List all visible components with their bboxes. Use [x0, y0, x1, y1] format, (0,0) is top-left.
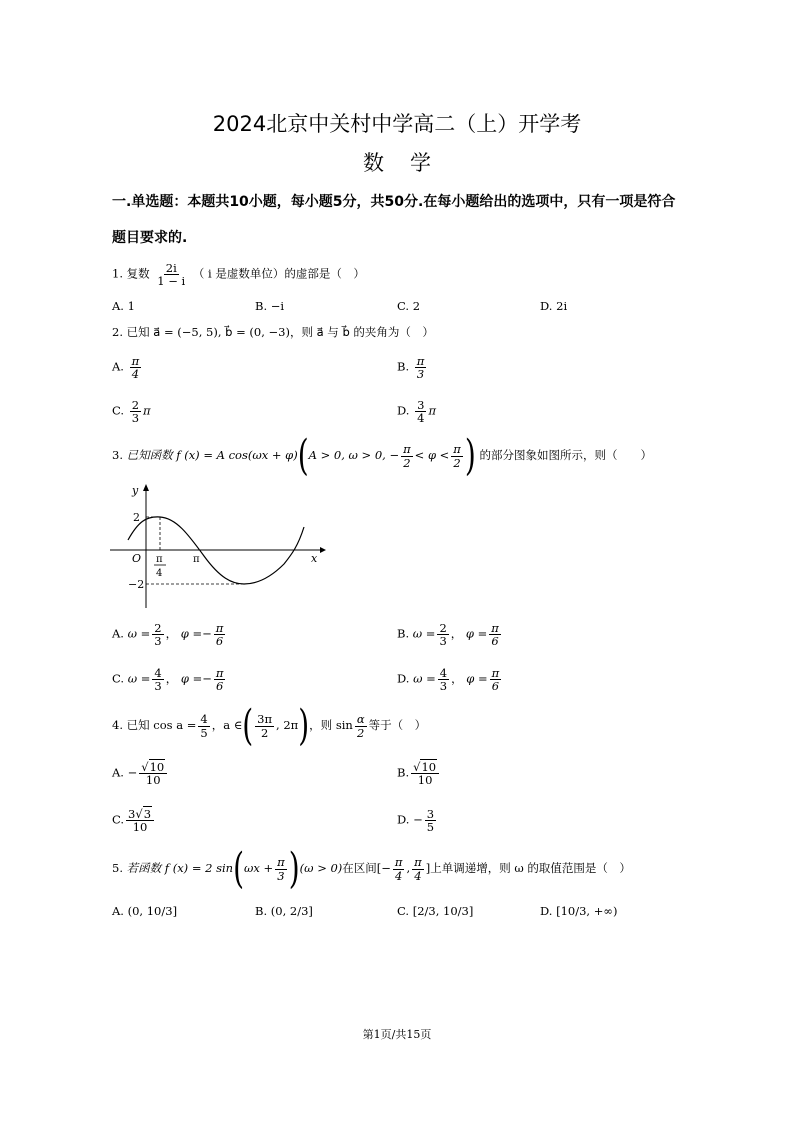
- option-d[interactable]: D. 2i: [540, 299, 568, 313]
- numerator: π: [403, 442, 411, 457]
- sign: −: [202, 626, 212, 641]
- left-paren: (: [297, 430, 309, 480]
- option-b[interactable]: B. ω = $\frac{2}{3}$ ， φ = $\frac{\pi}{6}$: [397, 621, 499, 649]
- denominator: 3: [416, 367, 425, 382]
- option-a[interactable]: A. ω = $\frac{2}{3}$ ， φ =− $\frac{\pi}{6}$: [112, 621, 224, 649]
- left-paren: (: [242, 700, 254, 750]
- condition: A > 0, ω > 0, −: [308, 448, 400, 462]
- option-label: D.: [397, 671, 410, 686]
- numerator: π: [416, 354, 425, 368]
- numerator: π: [491, 621, 499, 635]
- option-a[interactable]: A. − $\frac{√10}{10}$: [112, 761, 169, 786]
- numerator: π: [131, 354, 140, 368]
- question-number: 4.: [112, 718, 123, 732]
- pi-symbol: π: [143, 403, 151, 418]
- right-paren: ): [288, 843, 300, 893]
- option-value: (0, 10/3]: [127, 904, 178, 918]
- question-stem-tail: （ i 是虚数单位）的虚部是（ ）: [192, 266, 365, 281]
- option-b[interactable]: B. −i: [255, 299, 285, 313]
- question-number: 3.: [112, 448, 123, 462]
- option-a[interactable]: A. 1: [112, 299, 135, 313]
- option-label: A.: [112, 904, 124, 918]
- numerator: 4: [154, 666, 162, 680]
- denominator: 2: [403, 455, 411, 470]
- numerator: 2: [154, 621, 162, 635]
- denominator: 4: [395, 868, 403, 883]
- condition-mid: < φ <: [414, 448, 450, 462]
- denominator: 4: [131, 367, 140, 382]
- tick-pi: π: [193, 554, 200, 565]
- denominator: 3: [439, 679, 448, 694]
- numerator: 4: [200, 712, 208, 727]
- left-paren: (: [233, 843, 245, 893]
- numerator: π: [414, 855, 422, 870]
- question-stem: 已知 cos a =: [126, 718, 197, 732]
- option-b[interactable]: [255, 904, 313, 918]
- denominator: 6: [491, 679, 500, 694]
- denominator: 2: [260, 725, 269, 740]
- option-label: C.: [112, 671, 125, 686]
- option-c[interactable]: C. ω = $\frac{4}{3}$ ， φ =− $\frac{\pi}{6}$: [112, 666, 224, 694]
- question-stem: 若函数 f (x) = 2 sin: [126, 861, 234, 875]
- question-4: [112, 700, 427, 750]
- radicand: 10: [421, 760, 437, 774]
- option-c[interactable]: C. 2: [397, 299, 421, 313]
- y-axis-arrow: [143, 484, 149, 491]
- option-label: B.: [397, 359, 410, 374]
- right-paren: ): [298, 700, 310, 750]
- y-max-label: 2: [133, 511, 140, 524]
- option-c[interactable]: [112, 399, 151, 424]
- option-label: C.: [397, 904, 410, 918]
- denominator: 2: [357, 725, 365, 740]
- numerator: π: [453, 442, 461, 457]
- tick-pi-over-4-num: π: [156, 554, 163, 565]
- option-value: (0, 2/3]: [270, 904, 313, 918]
- subject-title: 数学: [363, 151, 457, 175]
- denominator: 3: [439, 634, 447, 649]
- numerator: π: [491, 666, 500, 680]
- stem-post: ，则 sin: [309, 718, 353, 732]
- question-1: [112, 262, 365, 287]
- numerator: 4: [439, 666, 448, 680]
- denominator: 6: [215, 634, 224, 649]
- option-b[interactable]: B. $\frac{√10}{10}$: [397, 761, 441, 786]
- denominator: 5: [200, 725, 208, 740]
- numerator: 2i: [165, 261, 177, 275]
- option-label: A.: [112, 626, 124, 641]
- option-label: B.: [255, 904, 268, 918]
- numerator: π: [215, 621, 224, 635]
- page-number: 第1页/共15页: [362, 1028, 432, 1041]
- stem-tail: 等于（ ）: [368, 718, 427, 732]
- tick-pi-over-4-den: 4: [156, 568, 163, 579]
- origin-label: O: [132, 552, 142, 565]
- numerator: π: [215, 666, 224, 680]
- numerator: 3: [426, 807, 435, 821]
- denominator: 4: [414, 868, 422, 883]
- option-label: D. −: [397, 812, 423, 827]
- option-label: B.: [397, 626, 410, 641]
- denominator: 10: [145, 773, 161, 788]
- option-label: D.: [540, 904, 553, 918]
- question-stem: 已知 a⃗ = (−5, 5), b⃗ = (0, −3)，则 a⃗ 与 b⃗ 的夹角为（ ）: [126, 325, 434, 339]
- option-label: C.: [112, 812, 125, 827]
- option-label: C.: [112, 403, 125, 418]
- y-axis-label: y: [132, 484, 139, 497]
- denominator: 3: [154, 679, 162, 694]
- stem-mid: ，a ∈: [211, 718, 243, 732]
- question-3: [112, 430, 652, 480]
- option-value: [2/3, 10/3]: [412, 904, 474, 918]
- numerator: 2: [131, 398, 140, 412]
- right-paren: ): [464, 430, 476, 480]
- numerator: 2: [439, 621, 447, 635]
- option-label: D.: [397, 403, 410, 418]
- option-c[interactable]: [397, 904, 473, 918]
- question-stem: 已知函数 f (x) = A cos(ωx + φ): [126, 448, 298, 462]
- denominator: 10: [417, 773, 433, 788]
- x-axis-label: x: [311, 552, 318, 565]
- denominator: 2: [453, 455, 461, 470]
- cosine-graph: [108, 480, 328, 615]
- radicand: 3: [143, 807, 152, 821]
- denominator: 4: [417, 411, 425, 426]
- denominator: 6: [215, 679, 224, 694]
- option-a[interactable]: [112, 904, 177, 918]
- question-number: 2.: [112, 325, 123, 339]
- question-5: 5. 若函数 f (x) = 2 sin(ωx + $\frac{\pi}{3}$ )(ω > 0)在区间[− $\frac{\pi}{4}$ , $\frac{\pi}{4}$ ]上单调递增，则 ω 的取值范围是（ ）: [112, 843, 631, 893]
- section-heading: 一.单选题：本题共10小题，每小题5分，共50分.在每小题给出的选项中，只有一项是符合题目要求的.: [112, 194, 676, 246]
- numerator: α: [356, 712, 365, 727]
- denominator: 5: [426, 820, 435, 835]
- pi-symbol: π: [428, 403, 437, 418]
- denominator: 3: [277, 868, 285, 883]
- stem-mid: 在区间[−: [342, 861, 391, 875]
- option-label: A. −: [112, 765, 138, 780]
- question-2: [112, 324, 434, 340]
- question-stem-tail: 的部分图象如图所示，则（ ）: [479, 448, 652, 462]
- option-label: A.: [112, 359, 124, 374]
- fraction: [155, 262, 187, 287]
- question-stem: 复数: [126, 266, 150, 281]
- condition: (ω > 0): [299, 861, 343, 875]
- interval-tail: , 2π: [276, 718, 299, 732]
- x-axis-arrow: [320, 547, 326, 553]
- radicand: 10: [149, 760, 165, 774]
- denominator: 3: [131, 411, 140, 426]
- option-b[interactable]: [397, 355, 428, 380]
- stem-tail: ]上单调递增，则 ω 的取值范围是（ ）: [425, 861, 631, 875]
- option-label: B.: [397, 765, 410, 780]
- denominator: 3: [154, 634, 162, 649]
- option-c[interactable]: C. $\frac{3√3}{10}$: [112, 808, 156, 833]
- option-value: [10/3, +∞): [556, 904, 618, 918]
- numerator: π: [394, 855, 403, 870]
- coefficient: 3: [128, 807, 136, 821]
- question-number: 1.: [112, 266, 123, 281]
- numerator: π: [277, 855, 285, 870]
- option-d[interactable]: [397, 808, 438, 833]
- numerator: 3π: [257, 712, 273, 727]
- option-d[interactable]: [397, 399, 436, 424]
- option-d[interactable]: D. ω = $\frac{4}{3}$ ， φ = $\frac{\pi}{6}$: [397, 666, 500, 694]
- numerator: 3: [417, 398, 425, 412]
- denominator: 6: [491, 634, 499, 649]
- question-number: 5.: [112, 861, 123, 875]
- sign: −: [202, 671, 212, 686]
- option-d[interactable]: [540, 904, 617, 918]
- page-title: 2024北京中关村中学高二（上）开学考: [212, 112, 582, 136]
- argument: ωx +: [244, 861, 274, 875]
- option-a[interactable]: [112, 355, 143, 380]
- denominator: 10: [132, 820, 148, 835]
- y-min-label: −2: [128, 578, 145, 591]
- denominator: 1 − i: [157, 274, 186, 289]
